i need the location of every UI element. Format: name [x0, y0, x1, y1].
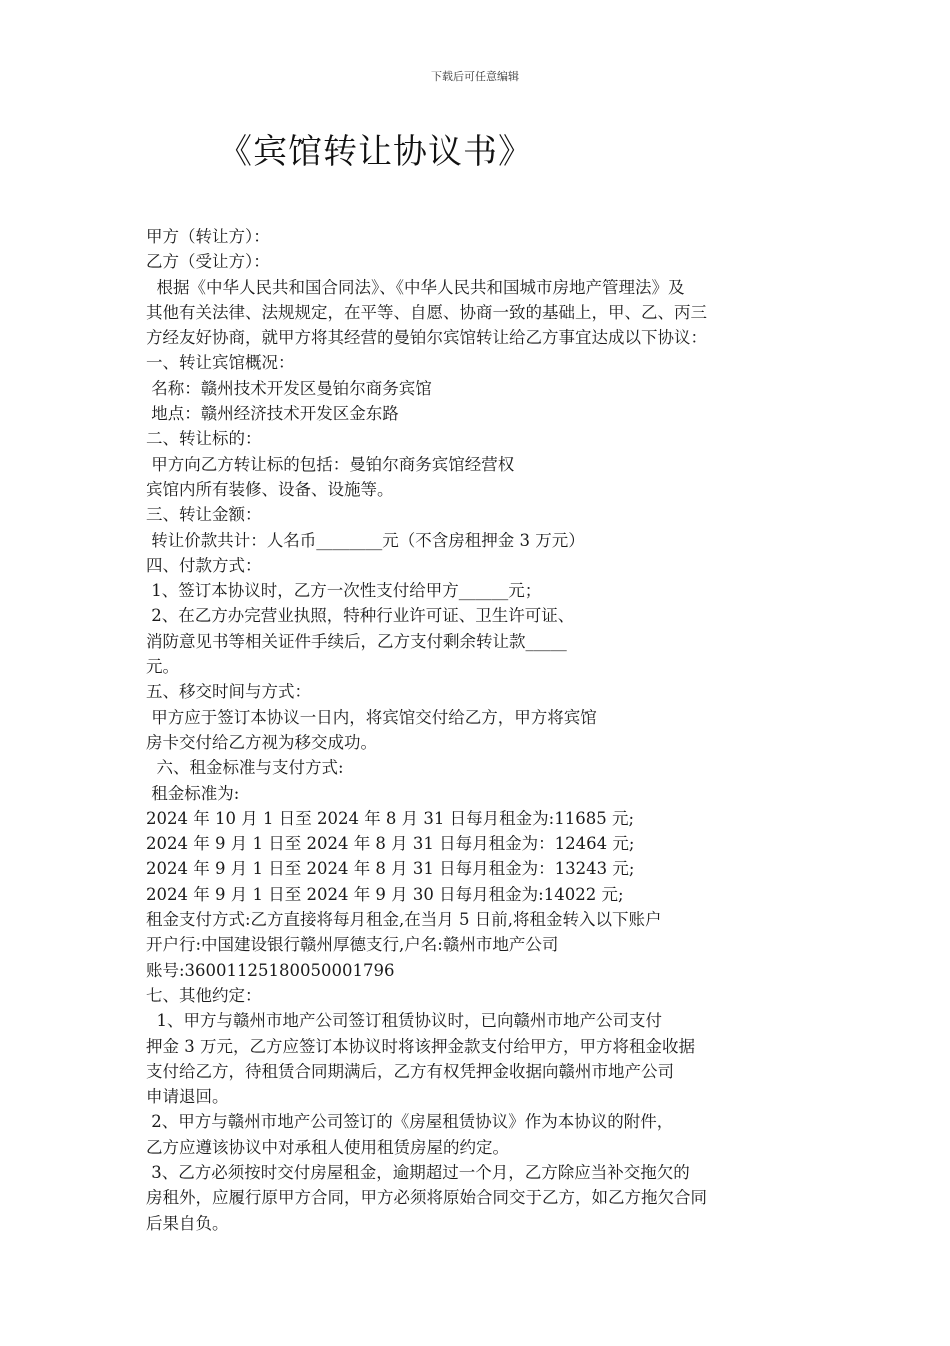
body-line: 六、租金标准与支付方式:: [146, 758, 344, 778]
body-line: 租金支付方式:乙方直接将每月租金,在当月 5 日前,将租金转入以下账户: [146, 910, 662, 930]
body-line: 甲方向乙方转让标的包括：曼铂尔商务宾馆经营权: [146, 454, 515, 474]
body-line: 3、乙方必须按时交付房屋租金，逾期超过一个月，乙方除应当补交拖欠的: [146, 1162, 690, 1182]
body-line: 根据《中华人民共和国合同法》、《中华人民共和国城市房地产管理法》及: [146, 277, 685, 297]
body-line: 房卡交付给乙方视为移交成功。: [146, 732, 377, 752]
body-line: 七、其他约定：: [146, 985, 262, 1005]
body-line: 账号:36001125180050001796: [146, 960, 395, 980]
body-line: 支付给乙方，待租赁合同期满后，乙方有权凭押金收据向赣州市地产公司: [146, 1061, 674, 1081]
body-line: 二、转让标的：: [146, 429, 262, 449]
page-header-note: 下载后可任意编辑: [431, 70, 519, 83]
body-line: 转让价款共计：人名币________元（不含房租押金 3 万元）: [146, 530, 585, 550]
document-title: 《宾馆转让协议书》: [218, 132, 533, 172]
body-line: 1、签订本协议时，乙方一次性支付给甲方______元；: [146, 581, 542, 601]
body-line: 甲方应于签订本协议一日内，将宾馆交付给乙方，甲方将宾馆: [146, 707, 597, 727]
body-line: 1、甲方与赣州市地产公司签订租赁协议时，已向赣州市地产公司支付: [146, 1011, 662, 1031]
body-line: 元。: [146, 657, 179, 677]
body-line: 其他有关法律、法规规定，在平等、自愿、协商一致的基础上，甲、乙、丙三: [146, 302, 707, 322]
body-line: 宾馆内所有装修、设备、设施等。: [146, 479, 394, 499]
body-line: 2、甲方与赣州市地产公司签订的《房屋租赁协议》作为本协议的附件，: [146, 1112, 674, 1132]
body-line: 三、转让金额：: [146, 505, 262, 525]
body-line: 名称：赣州技术开发区曼铂尔商务宾馆: [146, 378, 432, 398]
body-line: 申请退回。: [146, 1087, 229, 1107]
body-line: 乙方（受让方）：: [146, 252, 270, 272]
body-line: 地点：赣州经济技术开发区金东路: [146, 404, 399, 424]
body-line: 乙方应遵该协议中对承租人使用租赁房屋的约定。: [146, 1137, 509, 1157]
body-line: 2、在乙方办完营业执照，特种行业许可证、卫生许可证、: [146, 606, 575, 626]
body-line: 五、移交时间与方式：: [146, 682, 311, 702]
body-line: 一、转让宾馆概况：: [146, 353, 295, 373]
document-body: [146, 224, 806, 1236]
body-line: 开户行:中国建设银行赣州厚德支行,户名:赣州市地产公司: [146, 935, 559, 955]
body-line: 后果自负。: [146, 1213, 229, 1233]
body-line: 2024 年 10 月 1 日至 2024 年 8 月 31 日每月租金为:11685 元;: [146, 808, 635, 828]
body-line: 2024 年 9 月 1 日至 2024 年 8 月 31 日每月租金为：13243 元;: [146, 859, 635, 879]
body-line: 甲方（转让方）：: [146, 227, 270, 246]
body-line: 2024 年 9 月 1 日至 2024 年 8 月 31 日每月租金为：12464 元;: [146, 834, 635, 854]
body-line: 租金标准为:: [146, 783, 240, 803]
body-line: 2024 年 9 月 1 日至 2024 年 9 月 30 日每月租金为:14022 元;: [146, 884, 624, 904]
body-line: 押金 3 万元，乙方应签订本协议时将该押金款支付给甲方，甲方将租金收据: [146, 1036, 695, 1056]
body-line: 消防意见书等相关证件手续后，乙方支付剩余转让款_____: [146, 631, 567, 651]
body-line: 方经友好协商，就甲方将其经营的曼铂尔宾馆转让给乙方事宜达成以下协议：: [146, 328, 707, 348]
body-line: 房租外，应履行原甲方合同，甲方必须将原始合同交于乙方，如乙方拖欠合同: [146, 1188, 707, 1208]
body-line: 四、付款方式：: [146, 555, 262, 575]
